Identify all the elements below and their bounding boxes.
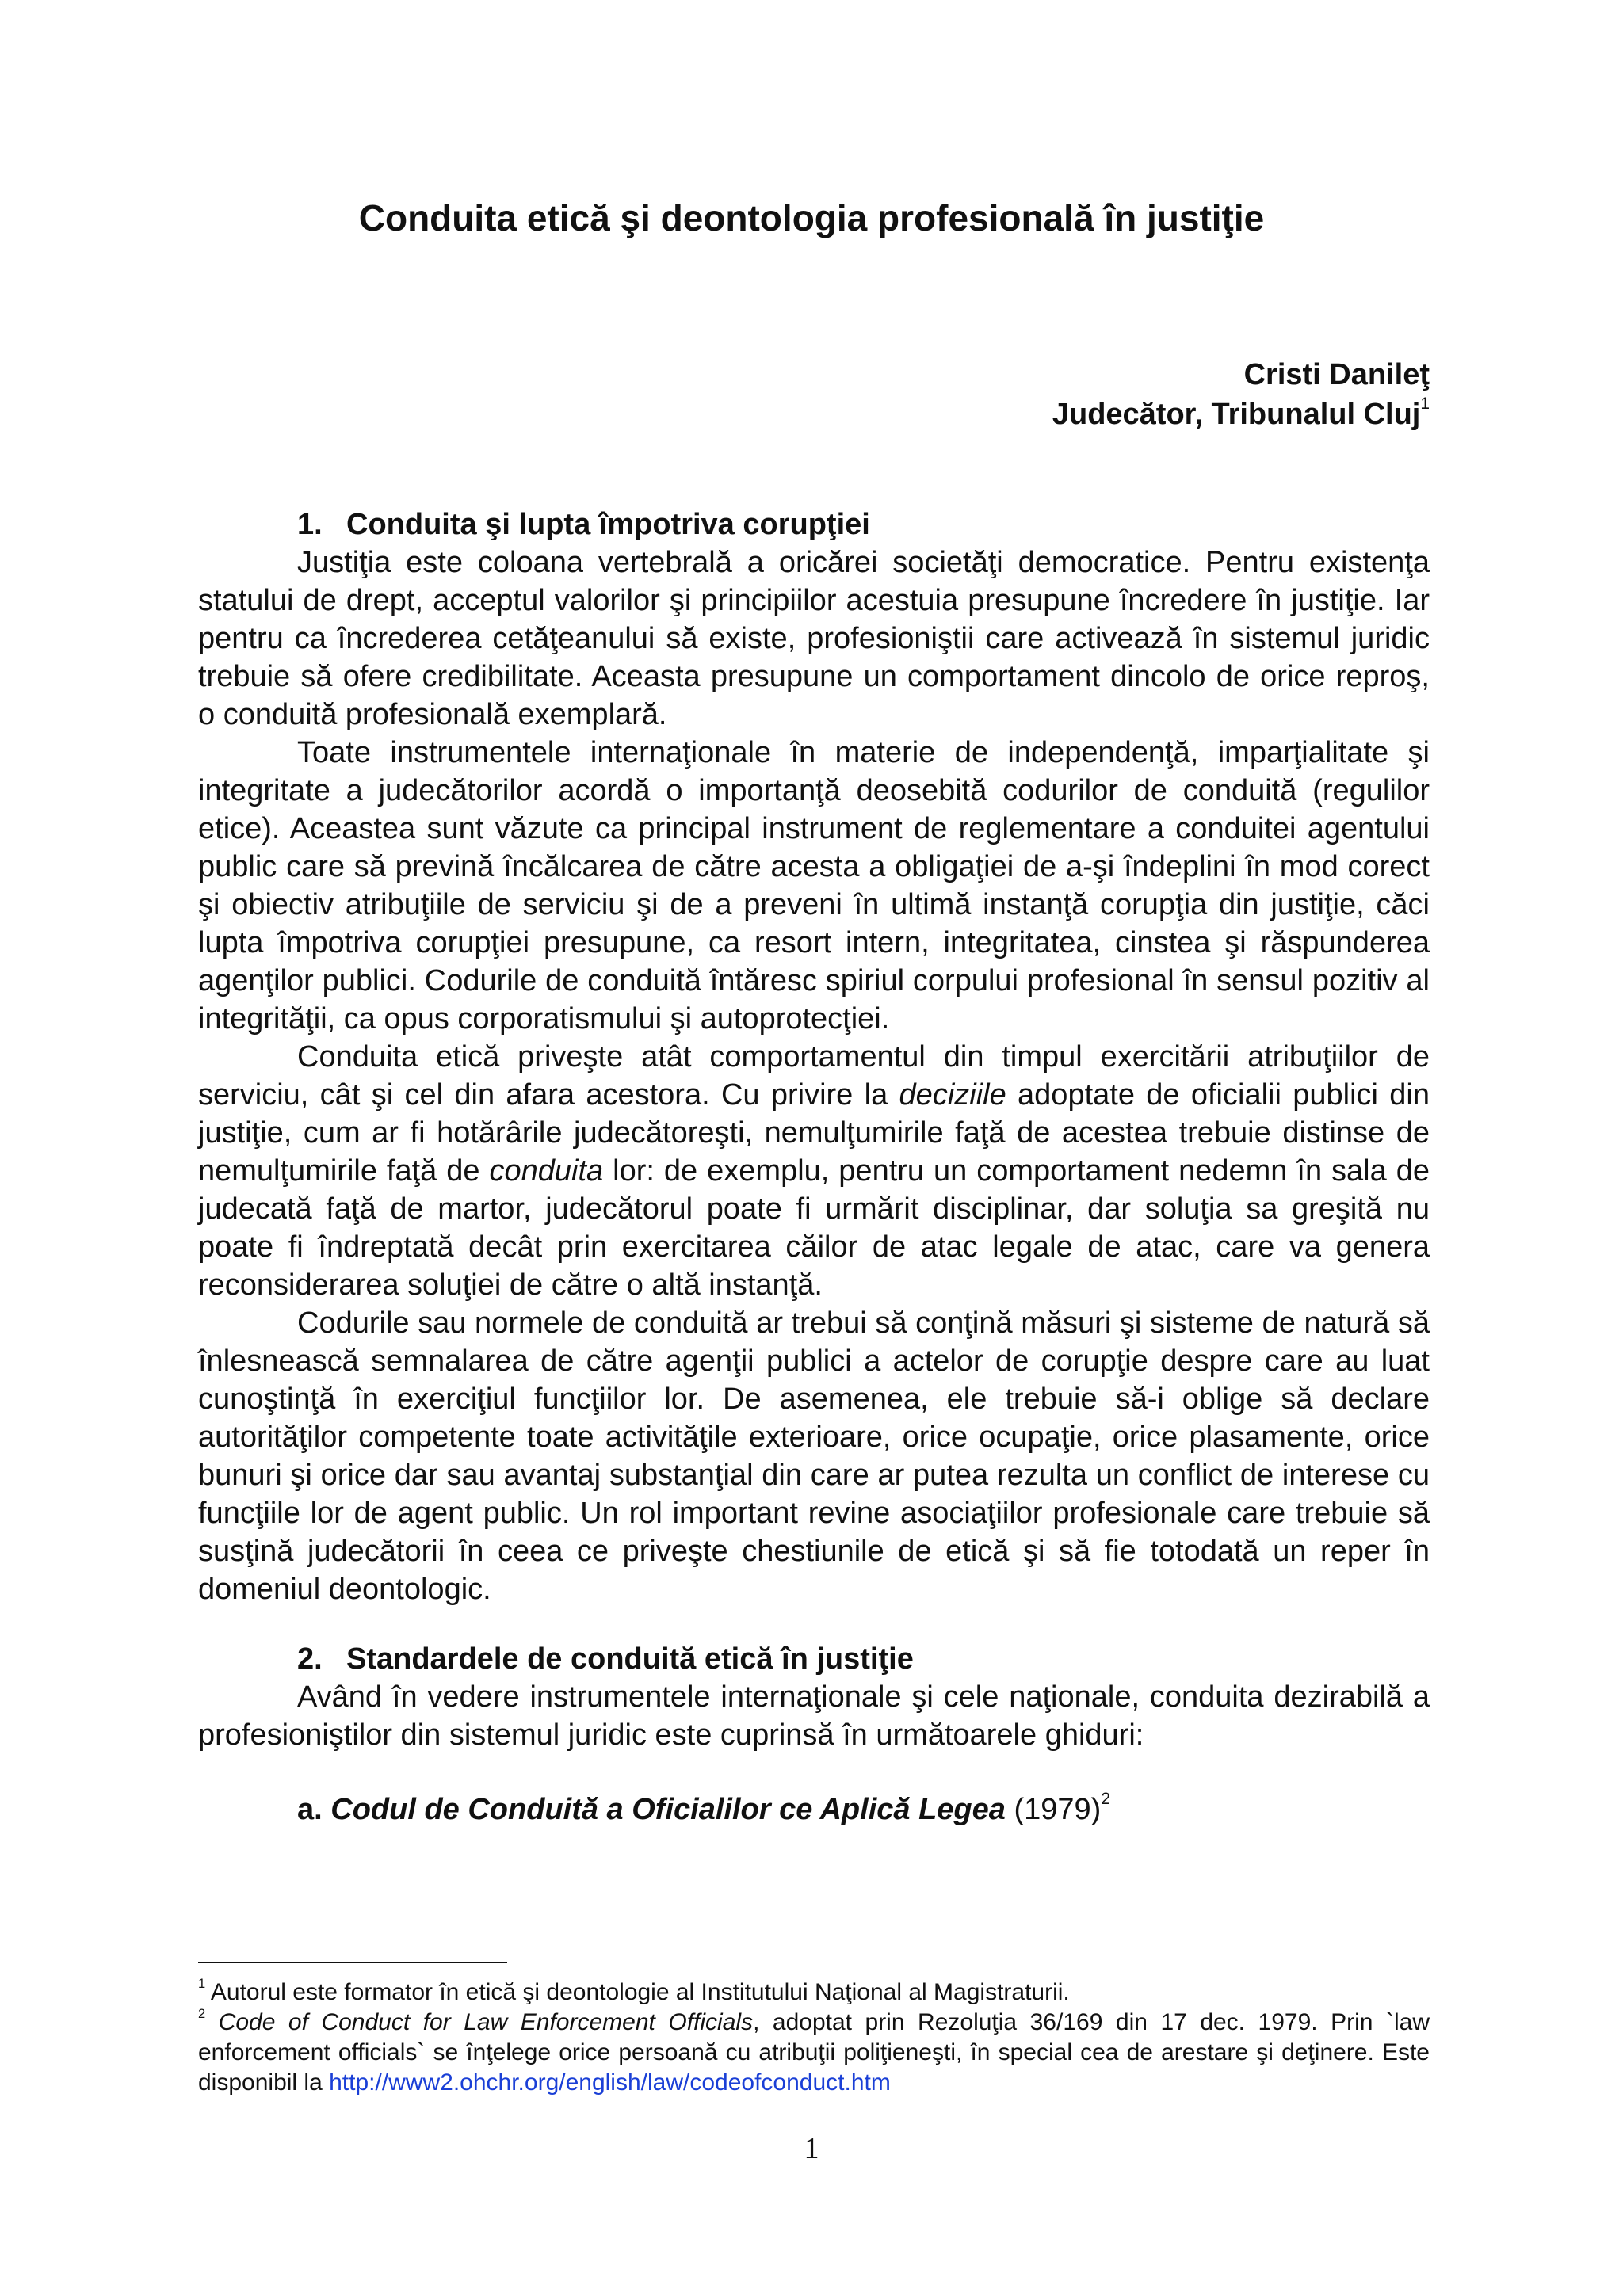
subsection-a-heading [198, 1791, 1430, 1829]
section-1-paragraph-4: Codurile sau normele de conduită ar trebui să conţină măsuri şi sisteme de natură să înlesnească semnalarea de către agenţii publici a actelor de corupţie despre care au luat cunoştinţă în exerciţiul funcţiilor lor. De asemenea, ele trebuie să-i oblige să declare autorităţilor competente toate activităţile exterioare, orice ocupaţie, orice plasamente, orice bunuri şi orice dar sau avantaj substanţial din care ar putea rezulta un conflict de interese cu funcţiile lor de agent public. Un rol important revine asociaţiilor profesionale care trebuie să susţină judecătorii în ceea ce priveşte chestiunile de etică şi să fie totodată un reper în domeniul deontologic. [198, 1306, 1430, 1606]
footnote-1-marker: 1 [198, 1977, 206, 1992]
document-body [198, 505, 1430, 1829]
author-block [1052, 355, 1430, 434]
paragraph-text: lor: de exemplu, pentru un comportament nedemn în sala de judecată faţă de martor, judecătorul poate fi urmărit disciplinar, dar soluţia sa greşită nu poate fi îndreptată decât prin exercitarea căilor de atac legale de atac, care va genera reconsiderarea soluţiei de către o altă instanţă. [198, 1154, 1430, 1302]
author-name: Cristi Danileţ [1243, 358, 1430, 391]
emphasis-conduita: conduita [489, 1154, 604, 1188]
footnote-separator [198, 1962, 507, 1963]
footnote-2-link[interactable]: http://www2.ohchr.org/english/law/codeofconduct.htm [329, 2069, 891, 2096]
subsection-a-letter: a. [297, 1793, 323, 1826]
footnote-1 [198, 1978, 1430, 2008]
section-2-title: Standardele de conduită etică în justiţie [346, 1642, 914, 1676]
author-role-line [1052, 395, 1430, 434]
section-2-number: 2. [297, 1642, 323, 1676]
emphasis-deciziile: deciziile [899, 1078, 1006, 1112]
subsection-a-title: Codul de Conduită a Oficialilor ce Aplică Legea [330, 1793, 1006, 1826]
footnote-1-text: Autorul este formator în etică şi deontologie al Institutului Naţional al Magistraturii. [210, 1979, 1070, 2005]
footnote-2-text: , adoptat prin Rezoluţia 36/169 din 17 dec. 1979. Prin `law enforcement officials` se înţelege orice persoană cu atribuţii poliţieneşti, în special cea de arestare şi deţinere. Este disponibil la [198, 2009, 1430, 2096]
document-title: Conduita etică şi deontologia profesională în justiţie [358, 197, 1265, 238]
author-role: Judecător, Tribunalul Cluj [1052, 398, 1421, 431]
footnote-ref-2[interactable]: 2 [1101, 1790, 1110, 1809]
footnote-2 [198, 2008, 1430, 2098]
section-1-paragraph-1: Justiţia este coloana vertebrală a oricărei societăţi democratice. Pentru existenţa statului de drept, acceptul valorilor şi principiilor acestuia presupune încredere în justiţie. Iar pentru ca încrederea cetăţeanului să existe, profesioniştii care activează în sistemul juridic trebuie să ofere credibilitate. Aceasta presupune un comportament dincolo de orice reproş, o conduită profesională exemplară. [198, 546, 1430, 731]
section-2-paragraph-1: Având în vedere instrumentele internaţionale şi cele naţionale, conduita dezirabilă a profesioniştilor din sistemul juridic este cuprinsă în următoarele ghiduri: [198, 1680, 1430, 1752]
footnote-ref-1[interactable]: 1 [1420, 395, 1430, 414]
spacer [198, 1608, 1430, 1640]
section-2-heading [198, 1640, 1430, 1678]
section-1-title: Conduita şi lupta împotriva corupţiei [346, 508, 870, 541]
section-1-paragraph-3 [198, 1038, 1430, 1304]
footnotes [198, 1978, 1430, 2098]
paragraph-text: adoptate de oficialii publici din justiţie, cum ar fi hotărârile judecătoreşti, nemulţumirile faţă de acestea trebuie distinse de nemulţumirile faţă de [198, 1078, 1430, 1188]
footnote-2-title: Code of Conduct for Law Enforcement Officials [218, 2009, 754, 2035]
section-1-heading [198, 505, 1430, 543]
footnote-2-marker: 2 [198, 2007, 206, 2022]
spacer [198, 1754, 1430, 1791]
subsection-a-year: (1979) [1014, 1793, 1102, 1826]
section-1-number: 1. [297, 508, 323, 541]
section-1-paragraph-2: Toate instrumentele internaţionale în materie de independenţă, imparţialitate şi integritate a judecătorilor acordă o importanţă deosebită codurilor de conduită (regulilor etice). Aceastea sunt văzute ca principal instrument de reglementare a conduitei agentului public care să prevină încălcarea de către acesta a obligaţiei de a-şi îndeplini în mod corect şi obiectiv atribuţiile de serviciu şi de a preveni în ultimă instanţă corupţia din justiţie, căci lupta împotriva corupţiei presupune, ca resort intern, integritatea, cinstea şi răspunderea agenţilor publici. Codurile de conduită întăresc spiriul corpului profesional în sensul pozitiv al integrităţii, ca opus corporatismului şi autoprotecţiei. [198, 736, 1430, 1035]
page-number: 1 [804, 2132, 819, 2165]
paragraph-text: Conduita etică priveşte atât comportamentul din timpul exercitării atribuţiilor de serviciu, cât şi cel din afara acestora. Cu privire la [198, 1040, 1430, 1112]
